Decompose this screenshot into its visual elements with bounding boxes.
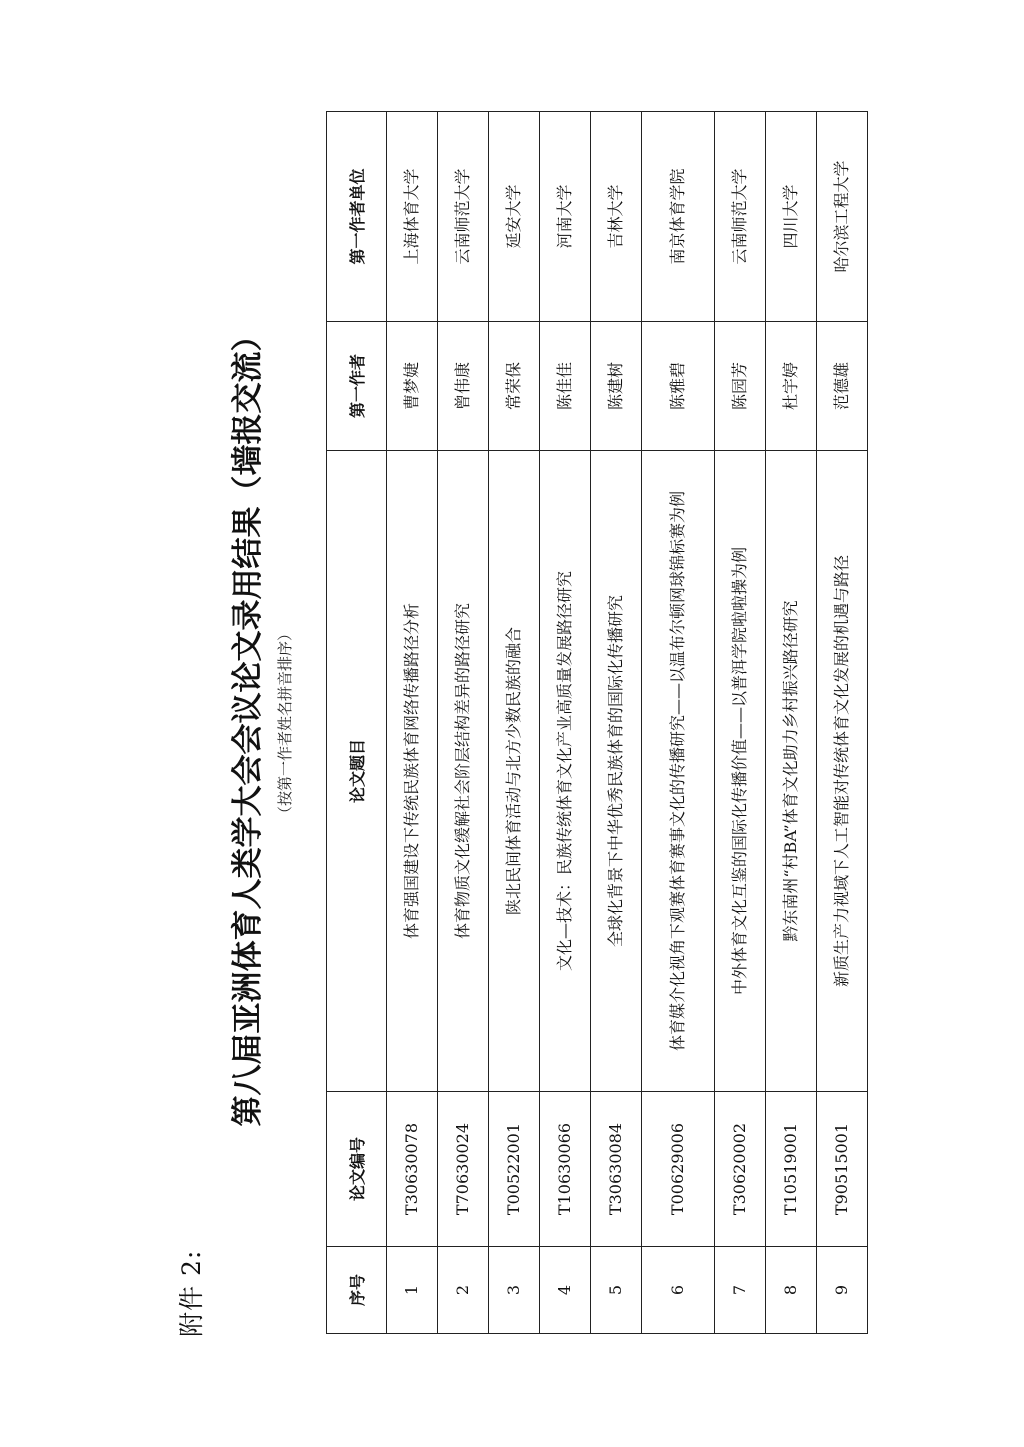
table-row <box>766 112 817 1334</box>
cell-author-unit: 上海体育大学 <box>387 112 438 322</box>
cell-paper-title: 黔东南州“村BA”体育文化助力乡村振兴路径研究 <box>766 451 817 1092</box>
cell-no: 8 <box>766 1247 817 1334</box>
cell-paper-id: T10519001 <box>766 1092 817 1247</box>
cell-author-unit: 四川大学 <box>766 112 817 322</box>
cell-first-author: 常荣保 <box>489 322 540 451</box>
cell-author-unit: 延安大学 <box>489 112 540 322</box>
cell-first-author: 陈建树 <box>591 322 642 451</box>
cell-first-author: 陈园芳 <box>715 322 766 451</box>
header-paper-id: 论文编号 <box>327 1092 387 1247</box>
table-header-row <box>327 112 387 1334</box>
cell-paper-title: 体育媒介化视角下观赛体育赛事文化的传播研究——以温布尔顿网球锦标赛为例 <box>642 451 715 1092</box>
cell-paper-title: 陕北民间体育活动与北方少数民族的融合 <box>489 451 540 1092</box>
cell-author-unit: 南京体育学院 <box>642 112 715 322</box>
cell-paper-id: T30620002 <box>715 1092 766 1247</box>
cell-paper-title: 文化—技术：民族传统体育文化产业高质量发展路径研究 <box>540 451 591 1092</box>
table-row <box>387 112 438 1334</box>
cell-no: 3 <box>489 1247 540 1334</box>
cell-paper-id: T00522001 <box>489 1092 540 1247</box>
cell-paper-title: 中外体育文化互鉴的国际化传播价值——以普洱学院啦啦操为例 <box>715 451 766 1092</box>
table-row <box>540 112 591 1334</box>
table-row <box>715 112 766 1334</box>
cell-no: 2 <box>438 1247 489 1334</box>
cell-no: 6 <box>642 1247 715 1334</box>
table-row <box>438 112 489 1334</box>
header-first-author: 第一作者 <box>327 322 387 451</box>
cell-first-author: 陈雅碧 <box>642 322 715 451</box>
cell-no: 5 <box>591 1247 642 1334</box>
cell-no: 9 <box>817 1247 868 1334</box>
cell-paper-title: 全球化背景下中华优秀民族体育的国际化传播研究 <box>591 451 642 1092</box>
table-row <box>591 112 642 1334</box>
cell-first-author: 曾伟康 <box>438 322 489 451</box>
table-row <box>817 112 868 1334</box>
cell-paper-id: T00629006 <box>642 1092 715 1247</box>
page-title: 第八届亚洲体育人类学大会会议论文录用结果（墙报交流） <box>230 320 266 1127</box>
cell-paper-id: T30630078 <box>387 1092 438 1247</box>
page-subtitle: （按第一作者姓名拼音排序） <box>276 626 294 822</box>
cell-author-unit: 云南师范大学 <box>438 112 489 322</box>
cell-paper-title: 体育物质文化缓解社会阶层结构差异的路径研究 <box>438 451 489 1092</box>
cell-no: 1 <box>387 1247 438 1334</box>
header-paper-title: 论文题目 <box>327 451 387 1092</box>
cell-first-author: 范德雄 <box>817 322 868 451</box>
cell-paper-id: T90515001 <box>817 1092 868 1247</box>
attachment-label: 附件 2: <box>177 1249 206 1337</box>
cell-paper-id: T30630084 <box>591 1092 642 1247</box>
cell-paper-title: 新质生产力视域下人工智能对传统体育文化发展的机遇与路径 <box>817 451 868 1092</box>
cell-author-unit: 吉林大学 <box>591 112 642 322</box>
cell-paper-id: T70630024 <box>438 1092 489 1247</box>
results-table <box>326 111 868 1334</box>
cell-first-author: 杜宇婷 <box>766 322 817 451</box>
table-row <box>642 112 715 1334</box>
cell-no: 7 <box>715 1247 766 1334</box>
cell-paper-id: T10630066 <box>540 1092 591 1247</box>
header-no: 序号 <box>327 1247 387 1334</box>
cell-paper-title: 体育强国建设下传统民族体育网络传播路径分析 <box>387 451 438 1092</box>
cell-first-author: 曹梦婕 <box>387 322 438 451</box>
table-row <box>489 112 540 1334</box>
cell-author-unit: 云南师范大学 <box>715 112 766 322</box>
cell-no: 4 <box>540 1247 591 1334</box>
header-author-unit: 第一作者单位 <box>327 112 387 322</box>
cell-author-unit: 哈尔滨工程大学 <box>817 112 868 322</box>
cell-author-unit: 河南大学 <box>540 112 591 322</box>
cell-first-author: 陈佳佳 <box>540 322 591 451</box>
